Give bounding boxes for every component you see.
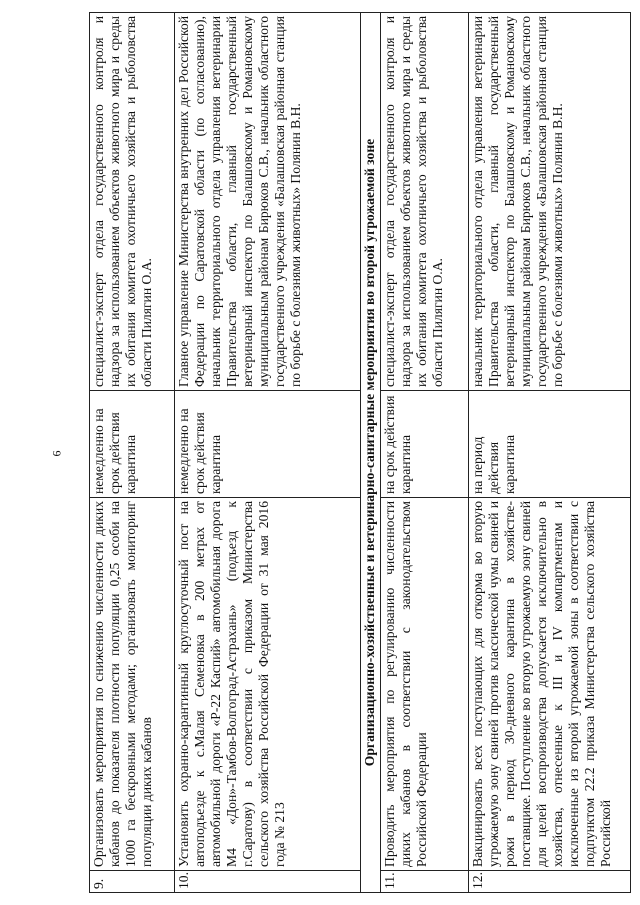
page-number: 6 xyxy=(49,450,64,457)
table-row xyxy=(175,13,361,893)
row-number: 10. xyxy=(175,871,361,893)
measure-cell: Вакцинировать всех поступающих для откорма во вторую угрожаемую зону свиней против классической чумы свиней и рожи в период 30-дневного карантина в хозяйстве-поставщике. Поступление во вторую угрожаемую зону свиней для целей воспроизводства допускается исключительно в хозяйства, отнесенные к III и IV компартментам и исключенные из второй угрожаемой зоны в соответствии с подпунктом 22.2 приказа Министерства сельского хозяйства Российской xyxy=(469,498,631,871)
measure-cell: Организовать мероприятия по снижению численности диких кабанов до показателя плотности популяции 0,25 особи на 1000 га бескровными методами; организовать мониторинг популяции диких кабанов xyxy=(90,498,175,871)
table-row xyxy=(381,13,469,893)
responsible-cell: специалист-эксперт отдела государственного контроля и надзора за использованием объектов животного мира и среды их обитания комитета охотничьего хозяйства и рыболовства области Пилягин О.А. xyxy=(90,13,175,391)
section-title: Организационно-хозяйственные и ветеринарно-санитарные мероприятия во второй угрожаемой зоне xyxy=(361,13,381,893)
section-header-row xyxy=(361,13,381,893)
responsible-cell: начальник территориального отдела управления ветеринарии Правительства области, главный государственный ветеринарный инспектор по Балашовскому и Романовскому муниципальным районам Бирюков С.В., начальник областного государственного учреждения «Балашовская районная станция по борьбе с болезнями животных» Полянин В.Н. xyxy=(469,13,631,391)
term-cell: немедленно на срок действия карантина xyxy=(175,391,361,498)
rotated-table-wrapper xyxy=(89,13,630,893)
measures-table xyxy=(89,12,631,893)
row-number: 11. xyxy=(381,871,469,893)
responsible-cell: специалист-эксперт отдела государственного контроля и надзора за использованием объектов животного мира и среды их обитания комитета охотничьего хозяйства и рыболовства области Пилягин О.А. xyxy=(381,13,469,391)
term-cell: на период действия карантина xyxy=(469,391,631,498)
measure-cell: Проводить мероприятия по регулированию численности диких кабанов в соответствии с законодательством Российской Федерации xyxy=(381,498,469,871)
term-cell: на срок действия карантина xyxy=(381,391,469,498)
table-row xyxy=(90,13,175,893)
measure-cell: Установить охранно-карантинный круглосуточный пост на автоподъезде к с.Малая Семеновка в 200 метрах от автомобильной дороги «Р-22 Каспий» автомобильная дорога М4 «Дон»-Тамбов-Волгоград-Астрахань» (подъезд к г.Саратову) в соответствии с приказом Министерства сельского хозяйства Российской Федерации от 31 мая 2016 года № 213 xyxy=(175,498,361,871)
term-cell: немедленно на срок действия карантина xyxy=(90,391,175,498)
row-number: 12. xyxy=(469,871,631,893)
table-row xyxy=(469,13,631,893)
row-number: 9. xyxy=(90,871,175,893)
responsible-cell: Главное управление Министерства внутренних дел Российской Федерации по Саратовской области (по согласованию), начальник территориального отдела управления ветеринарии Правительства области, главный государственный ветеринарный инспектор по Балашовскому и Романовскому муниципальным районам Бирюков С.В., начальник областного государственного учреждения «Балашовская районная станция по борьбе с болезнями животных» Полянин В.Н. xyxy=(175,13,361,391)
